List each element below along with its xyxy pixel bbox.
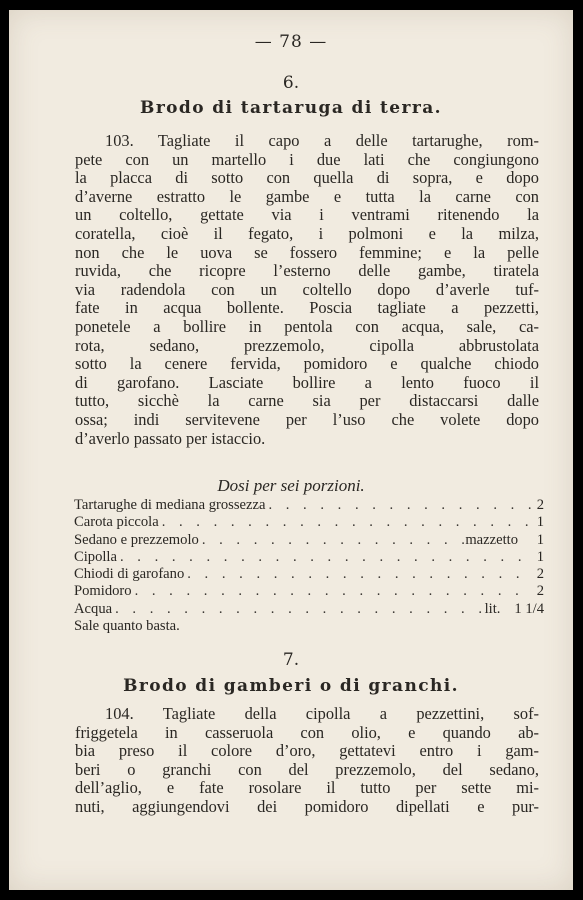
paragraph-line: via radendola con un coltello dopo d’averle tuf- [75,279,539,299]
section-6-number: 6. [282,73,300,93]
ingredient-quantity: 2 [536,583,544,600]
paragraph-line: non che le uova se fossero femmine; e la pelle [75,242,539,262]
recipe-103-paragraph [75,132,539,448]
ingredient-quantity: 1 [536,531,544,548]
ingredient-row [74,583,544,600]
leader-dots [159,514,532,531]
section-6-title: Brodo di tartaruga di terra. [140,98,442,118]
paragraph-line: beri o granchi con del prezzemolo, del sedano, [75,759,539,779]
paragraph-line: d’averne estratto le gambe e tutta la carne con [75,186,539,206]
paragraph-line: d’averlo passato per istaccio. [75,428,266,448]
ingredient-row [74,532,544,549]
ingredient-name: Tartarughe di mediana grossezza [74,497,266,513]
paragraph-line: sotto la cenere fervida, pomidoro e qualche chiodo [75,354,539,374]
section-7-number: 7. [282,650,300,670]
recipe-104-paragraph [75,705,539,817]
paragraph-line: 104. Tagliate della cipolla a pezzettini, sof- [105,704,539,723]
leader-dots [199,532,466,549]
salt-note: Sale quanto basta. [74,618,180,635]
ingredient-quantity: 2 [536,566,544,583]
ingredient-row [74,497,544,514]
leader-dots [265,497,532,514]
paragraph-line: ruvida, che ricopre l’esterno delle gambe, tiratela [75,261,539,281]
ingredient-row [74,601,544,618]
paragraph-line: friggetela in casseruola con olio, e quando ab- [75,722,539,742]
paragraph-line: tutto, sicchè la carne sia per distaccarsi dalle [75,391,539,411]
ingredient-name: Pomidoro [74,583,132,600]
book-page [9,10,573,890]
ingredient-unit: mazzetto [465,531,518,548]
paragraph-line: la placca di sotto con quella di sopra, e dopo [75,168,539,188]
paragraph-line: fate in acqua bollente. Poscia tagliate a pezzetti, [75,298,539,318]
ingredient-quantity: 2 [536,497,544,513]
ingredient-name: Carota piccola [74,514,159,531]
ingredient-row [74,514,544,531]
ingredient-row [74,549,544,566]
paragraph-line: di garofano. Lasciate bollire a lento fuoco il [75,372,539,392]
ingredient-row [74,566,544,583]
ingredient-quantity: 1 1/4 [514,600,544,617]
paragraph-line: un coltello, gettate via i ventrami ritenendo la [75,205,539,225]
paragraph-line: pete con un martello i due lati che congiungono [75,149,539,169]
paragraph-line: ossa; indi servitevene per l’uso che volete dopo [75,409,539,429]
ingredient-name: Chiodi di garofano [74,566,185,583]
ingredient-quantity: 1 [536,548,544,565]
leader-dots [184,566,532,583]
leader-dots [117,549,532,566]
ingredient-quantity: 1 [536,514,544,531]
ingredient-unit: lit. [484,600,501,617]
dosi-heading: Dosi per sei porzioni. [217,476,365,495]
paragraph-line: rota, sedano, prezzemolo, cipolla abbrustolata [75,335,539,355]
paragraph-line: bia preso il colore d’oro, gettatevi entro i gam- [75,741,539,761]
paragraph-line: 103. Tagliate il capo a delle tartarughe, rom- [105,131,539,150]
paragraph-line: nuti, aggiungendovi dei pomidoro dipellati e pur- [75,796,539,816]
paragraph-line: dell’aglio, e fate rosolare il tutto per sette mi- [75,778,539,798]
ingredient-name: Cipolla [74,548,117,565]
leader-dots [112,601,485,618]
ingredients-list [74,497,544,635]
section-7-title: Brodo di gamberi o di granchi. [123,676,459,696]
leader-dots [132,583,532,600]
paragraph-line: coratella, cioè il fegato, i polmoni e la milza, [75,223,539,243]
ingredient-name: Acqua [74,600,113,617]
page-number: — 78 — [254,32,328,52]
paragraph-line: ponetele a bollire in pentola con acqua, sale, ca- [75,316,539,336]
ingredient-name: Sedano e prezzemolo [74,531,199,548]
